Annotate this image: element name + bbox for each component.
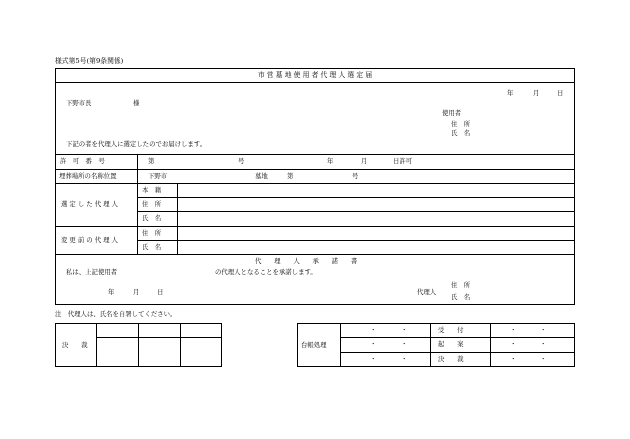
consent-line-prefix: 私は、上記使用者 <box>66 268 118 276</box>
consent-month: 月 <box>133 288 140 296</box>
consent-title: 代 理 人 承 諾 書 <box>255 257 358 265</box>
ledger-dot: ・ <box>401 340 408 348</box>
divider <box>430 323 431 367</box>
divider <box>55 183 575 184</box>
ledger-dot: ・ <box>540 355 547 363</box>
ledger-dot: ・ <box>510 340 517 348</box>
form-title: 市 営 墓 地 使 用 者 代 理 人 選 定 届 <box>257 71 373 79</box>
ledger-dot: ・ <box>370 326 377 334</box>
permit-label: 許 可 番 号 <box>60 157 105 165</box>
date-day: 日 <box>557 89 564 97</box>
divider <box>137 197 575 198</box>
previous-agent-field-address: 住 所 <box>142 229 162 237</box>
location-dai: 第 <box>287 172 294 180</box>
divider <box>55 254 575 255</box>
selected-agent-field-name: 氏 名 <box>142 214 162 222</box>
divider <box>96 337 222 338</box>
divider <box>340 352 575 353</box>
honorific: 様 <box>133 99 140 107</box>
divider <box>340 337 575 338</box>
applicant-heading: 使用者 <box>442 109 462 117</box>
divider <box>180 323 181 367</box>
date-year: 年 <box>507 89 514 97</box>
divider <box>55 169 575 170</box>
divider <box>340 323 341 367</box>
divider <box>55 154 575 155</box>
ledger-row-decision: 決 裁 <box>438 355 464 363</box>
previous-agent-field-name: 氏 名 <box>142 243 162 251</box>
divider <box>138 323 139 367</box>
consent-year: 年 <box>108 288 115 296</box>
ledger-label: 台帳処理 <box>301 341 327 349</box>
divider <box>137 211 575 212</box>
divider <box>137 154 138 254</box>
permit-year: 年 <box>327 157 334 165</box>
selected-agent-field-domicile: 本 籍 <box>142 186 162 194</box>
ledger-dot: ・ <box>370 355 377 363</box>
date-month: 月 <box>533 89 540 97</box>
addressee: 下野市長 <box>66 99 92 107</box>
divider <box>55 82 575 83</box>
permit-go: 号 <box>238 157 245 165</box>
statement: 下記の者を代理人に選定したのでお届けします。 <box>66 140 207 148</box>
form-number: 様式第5号(第9条関係) <box>55 57 124 65</box>
decision-label: 決 裁 <box>62 341 88 349</box>
ledger-dot: ・ <box>401 326 408 334</box>
permit-month: 月 <box>361 157 368 165</box>
divider <box>55 226 575 227</box>
ledger-dot: ・ <box>540 326 547 334</box>
ledger-dot: ・ <box>510 355 517 363</box>
ledger-row-draft: 起 案 <box>438 340 464 348</box>
divider <box>490 323 491 367</box>
selected-agent-field-address: 住 所 <box>142 200 162 208</box>
divider <box>177 183 178 254</box>
ledger-dot: ・ <box>510 326 517 334</box>
applicant-address-label: 住 所 <box>451 120 471 128</box>
consent-address-label: 住 所 <box>451 281 471 289</box>
consent-line-suffix: の代理人となることを承諾します。 <box>215 268 317 276</box>
applicant-name-label: 氏 名 <box>451 129 471 137</box>
consent-name-label: 氏 名 <box>451 293 471 301</box>
divider <box>96 323 97 367</box>
consent-agent-label: 代理人 <box>417 288 437 296</box>
consent-day: 日 <box>157 288 164 296</box>
note: 注 代理人は、氏名を自署してください。 <box>55 310 177 318</box>
selected-agent-label: 選 定 し た 代 理 人 <box>61 200 118 208</box>
permit-suffix: 日許可 <box>393 157 413 165</box>
ledger-dot: ・ <box>370 340 377 348</box>
permit-dai: 第 <box>148 157 155 165</box>
ledger-dot: ・ <box>540 340 547 348</box>
previous-agent-label: 変 更 前 の 代 理 人 <box>61 236 118 244</box>
location-go: 号 <box>352 172 359 180</box>
divider <box>137 240 575 241</box>
ledger-box <box>297 323 575 367</box>
ledger-row-receipt: 受 付 <box>438 326 464 334</box>
ledger-dot: ・ <box>401 355 408 363</box>
location-city: 下野市 <box>148 172 168 180</box>
location-label: 埋葬場所の名称位置 <box>59 172 117 180</box>
location-cemetery: 墓地 <box>255 172 268 180</box>
